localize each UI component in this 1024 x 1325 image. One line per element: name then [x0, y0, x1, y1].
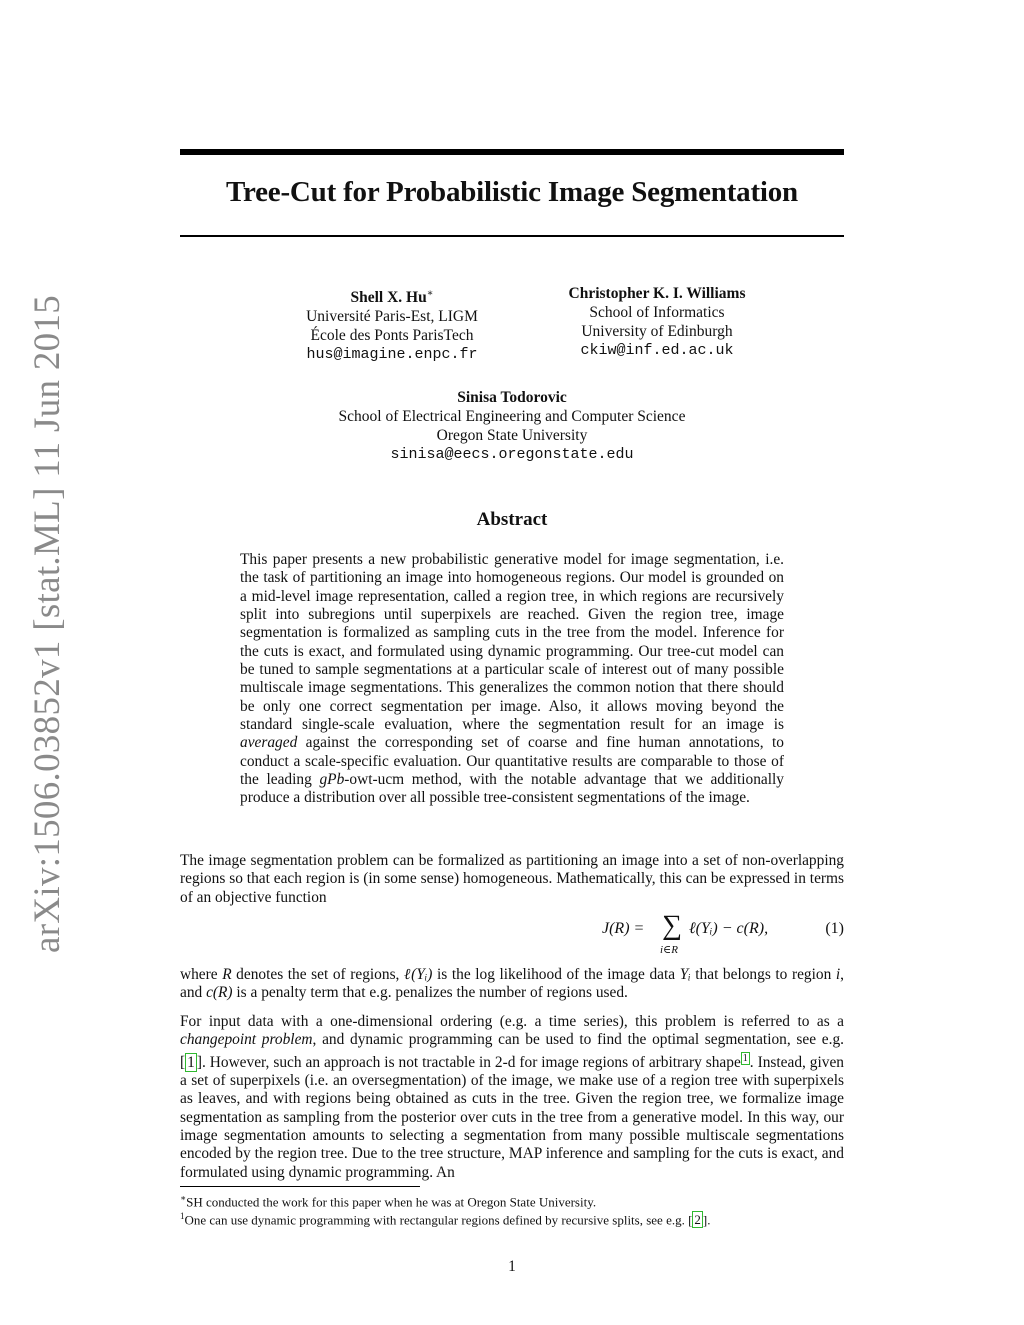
author-email[interactable]: hus@imagine.enpc.fr [306, 346, 478, 364]
author-name: Sinisa Todorovic [457, 389, 567, 406]
author-name: Shell X. Hu [350, 289, 427, 307]
sum-subscript: i∈R [660, 944, 678, 956]
author-affiliation: School of Electrical Engineering and Computer Science [338, 408, 686, 425]
emphasis: averaged [240, 734, 298, 752]
equation-lhs: J(R) = [602, 920, 645, 937]
author-affiliation: School of Informatics [589, 304, 725, 321]
abstract-text: This paper presents a new probabilistic generative model for image segmentation, i.e. the task of partitioning an image into homogeneous regions. Our model is grounded on a mid-level image representation, called a region tree, in which regions are recursively split into subregions until superpixels are reached. Given the region tree, image segmentation is formalized as sampling cuts in the tree from the model. Inference for the cuts is exact, and formulated using dynamic programming. Our tree-cut model can be tuned to sample segmentations at a particular scale of interest out of many possible multiscale image segmentations. This generalizes the common notion that there should be only one correct segmentation per image. Also, it allows moving beyond the standard single-scale evaluation, where the segmentation result for an image is averaged against the corresponding set of coarse and fine human annotations, to conduct a scale-specific evaluation. Our quantitative results are comparable to those of the leading gPb-owt-ucm method, with the notable advantage that we additionally produce a distribution over all possible tree-consistent segmentations of the image. [240, 551, 784, 807]
intro-paragraph: The image segmentation problem can be formalized as partitioning an image into a set of non-overlapping regions so that each region is (in some sense) homogeneous. Mathematically, this can be expressed in terms of an objective function [180, 852, 844, 906]
footnote-2: $^1$One can use dynamic programming with rectangular regions defined by recursive splits, see e.g. [ 2 ]. [180, 1211, 711, 1228]
author-affiliation: Université Paris-Est, LIGM [306, 308, 478, 326]
author-affiliation: Oregon State University [436, 427, 588, 444]
emphasis: gPb [319, 771, 345, 789]
page-number: 1 [508, 1258, 516, 1275]
author-block-2 [522, 284, 792, 360]
citation-link[interactable]: 2 [694, 1212, 701, 1228]
arxiv-stamp: arXiv:1506.03852v1 [stat.ML] 11 Jun 2015 [27, 294, 68, 953]
footnote-1: ∗SH conducted the work for this paper when he was at Oregon State University. [180, 1193, 597, 1210]
abstract-heading: Abstract [476, 509, 548, 530]
equation-rhs: ℓ(Yᵢ) − c(R), [689, 920, 769, 937]
author-name: Christopher K. I. Williams [568, 285, 746, 302]
body-paragraph: For input data with a one-dimensional ordering (e.g. a time series), this problem is referred to as a changepoint problem, and dynamic programming can be used to find the optimal segmentation, see e.g. [ 1 ]. However, such an approach is not tractable in 2-d for image regions of arbitrary shape $^1$ . Instead, given a set of superpixels (i.e. an oversegmentation) of the image, we make use of a region tree with superpixels as leaves, and with regions being obtained as cuts in the tree. Given the region tree, we formalize image segmentation as sampling from the posterior over cuts in the tree from a generative model. In this way, our image segmentation amounts to selecting a segmentation from many possible multiscale segmentations encoded by the region tree. Due to the tree structure, MAP inference and sampling for the cuts is exact, and formulated using dynamic programming. An [180, 1013, 845, 1181]
author-affiliation: École des Ponts ParisTech [310, 327, 474, 345]
author-block-3 [262, 388, 762, 464]
footnote-link[interactable]: 1 [742, 1052, 748, 1064]
title-top-rule [180, 149, 844, 155]
equation-1 [180, 912, 844, 960]
where-paragraph: where R denotes the set of regions, ℓ(Yᵢ) is the log likelihood of the image data Yᵢ that belongs to region i, and c(R) is a penalty term that e.g. penalizes the number of regions used. [180, 966, 845, 1002]
footnote-rule [180, 1186, 420, 1187]
citation-link[interactable]: 1 [187, 1053, 195, 1071]
author-footnote-mark: ∗ [426, 288, 434, 299]
author-email[interactable]: sinisa@eecs.oregonstate.edu [390, 446, 634, 463]
title-bottom-rule [180, 235, 844, 237]
author-affiliation: University of Edinburgh [581, 323, 733, 340]
paper-title: Tree-Cut for Probabilistic Image Segmentation [225, 176, 798, 208]
author-email[interactable]: ckiw@inf.ed.ac.uk [580, 342, 734, 359]
sum-symbol: ∑ [662, 910, 682, 941]
emphasis: changepoint problem [180, 1031, 313, 1049]
author-block-1 [252, 284, 532, 364]
equation-number: (1) [825, 920, 844, 937]
